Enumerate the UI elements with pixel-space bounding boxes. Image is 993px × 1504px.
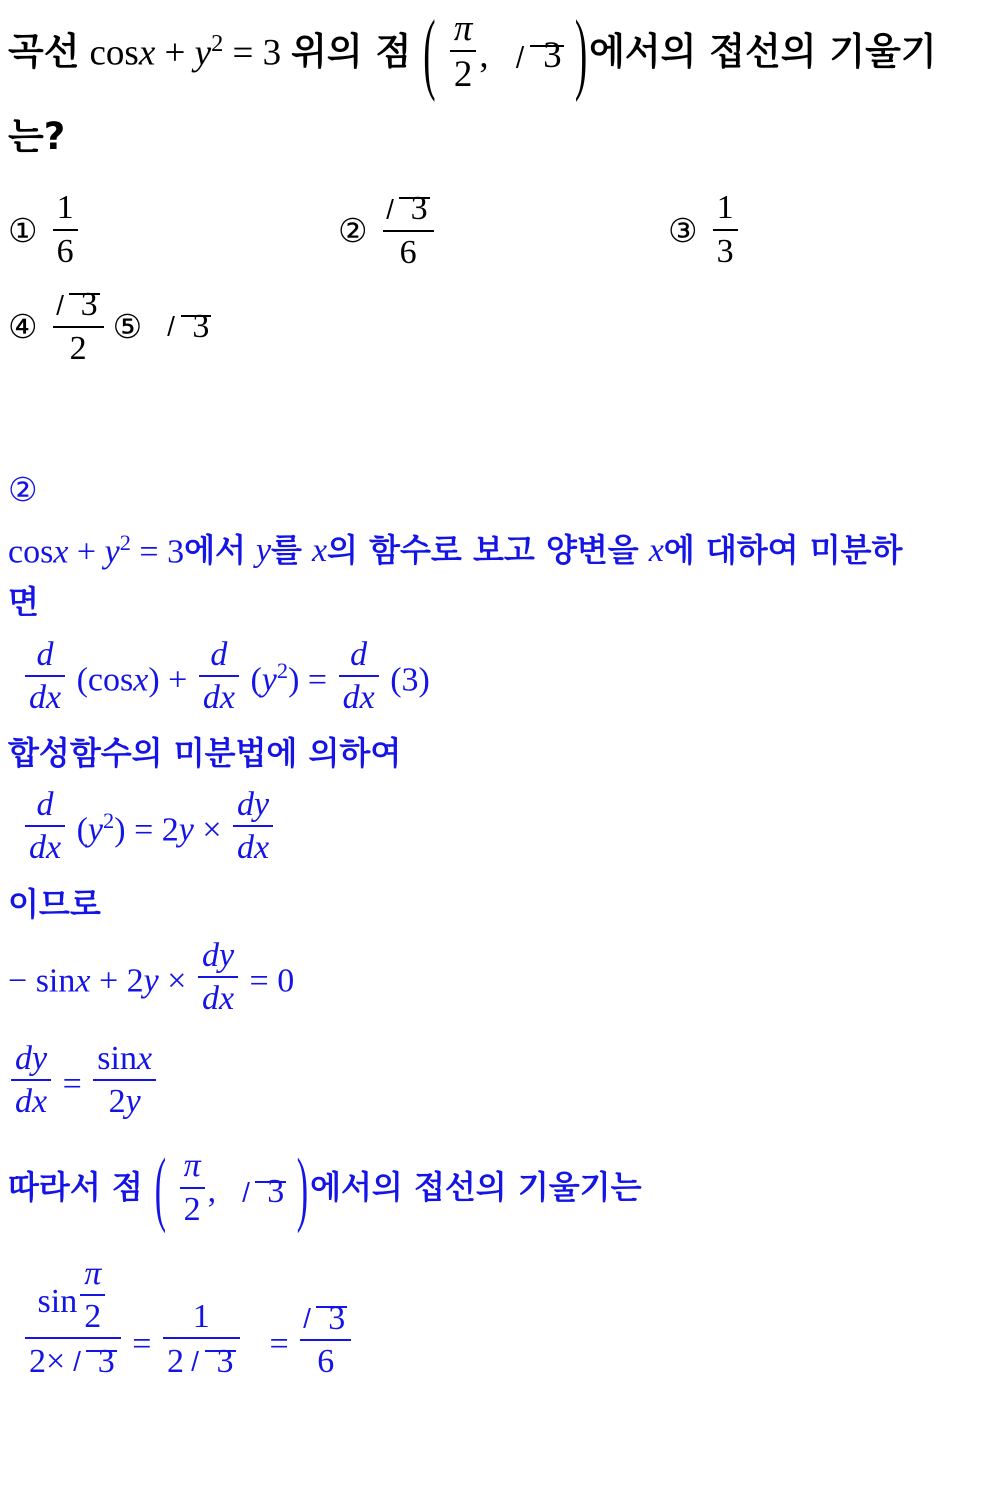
solution-text-9b: 에서의 접선의 기울기는 [310,1168,642,1207]
choice-1-value [50,189,81,270]
solution-line-10 [8,1255,993,1381]
choice-4-value [50,284,107,367]
choice-1[interactable] [8,189,338,270]
choices-row-1 [8,182,993,278]
solution-line-9 [8,1144,993,1236]
choices-row-2 [8,278,993,374]
solution-text-4: 합성함수의 미분법에 의하여 [8,733,402,772]
choice-4[interactable] [8,284,107,367]
question-line-2 [8,114,993,158]
question-lead: 곡선 [8,30,80,74]
choice-2[interactable] [338,188,668,271]
solution-line-6 [8,884,993,923]
solution-var-y: y [255,531,272,569]
choice-5-value [168,306,211,346]
choice-3-mark: ③ [668,210,698,250]
solution-answer-mark: ② [8,470,38,509]
choice-5[interactable] [113,306,212,346]
choice-2-denominator: 6 [399,233,417,271]
solution-var-x: x [311,531,328,569]
solution-text-1a: 에서 [184,530,246,569]
solution-eq-8: $\frac{dy}{dx}$ = $\frac{\sin x}{2y}$ [8,1040,159,1121]
choice-3-numerator: 1 [713,189,738,230]
choice-3[interactable] [668,189,741,270]
solution-text-6: 이므로 [8,884,101,923]
solution-text-1b: 를 [271,530,302,569]
choice-5-mark: ⑤ [112,306,143,346]
choice-2-sqrt: 3 [387,188,430,228]
solution-line-5 [8,786,993,867]
solution-text-9a: 따라서 점 [8,1168,143,1207]
solution-line-2 [8,583,993,622]
choice-2-value [380,188,437,271]
solution-eq-5: $\frac{d}{dx}$ $(y^2) = 2y$ × $\frac{dy}{dx}$ [22,786,276,867]
solution-text-1c: 의 함수로 보고 양변을 [327,530,639,569]
choice-4-sqrt: 3 [57,284,100,324]
solution-eq-1: $\cos x + y^2 = 3$ [8,530,185,571]
choices-block [8,182,993,374]
solution-var-x-2: x [648,531,664,569]
solution-block [8,470,993,1397]
solution-point: ( $\frac{\pi}{2}$ , 3 ) [154,1144,309,1236]
question-equation: $\cos x + y^2 = 3$ [89,30,282,74]
solution-line-4 [8,733,993,772]
question-tail-2: 는? [8,114,66,158]
point-y-coordinate: 3 [517,35,563,74]
solution-line-3 [8,636,993,717]
choice-3-value [710,189,741,270]
question-middle: 위의 점 [291,30,412,74]
point-x-coordinate: $\frac{\pi}{2}$ [450,8,477,96]
choice-1-denominator: 6 [56,232,74,270]
solution-line-7 [8,937,993,1018]
solution-eq-3: $\frac{d}{dx}$ (cosx) + $\frac{d}{dx}$ $(y^2)$ = $\frac{d}{dx}$ (3) [22,636,430,717]
solution-eq-7: − sinx + 2y × $\frac{dy}{dx}$ = 0 [8,937,295,1018]
choice-5-sqrt: 3 [168,306,211,346]
solution-eq-10: sin $\frac{\pi}{2}$ 2× 3 = $\frac{1}{2 3}$ = $\frac{3}{6}$ [22,1255,354,1381]
question-tail: 에서의 접선의 기울기 [589,30,937,74]
choice-1-mark: ① [8,210,38,250]
solution-line-1 [8,531,993,570]
choice-4-mark: ④ [8,306,38,346]
solution-text-1d: 에 대하여 미분하 [663,530,903,569]
choice-4-denominator: 2 [69,329,87,367]
choice-2-mark: ② [338,210,368,250]
question-point: ( $\frac{\pi}{2}$ , 3 ) [423,4,588,106]
question-line-1 [8,4,993,106]
question-block [8,4,993,158]
solution-line-8 [8,1040,993,1121]
solution-text-2: 면 [8,583,39,622]
choice-3-denominator: 3 [716,232,734,270]
choice-1-numerator: 1 [53,189,78,230]
